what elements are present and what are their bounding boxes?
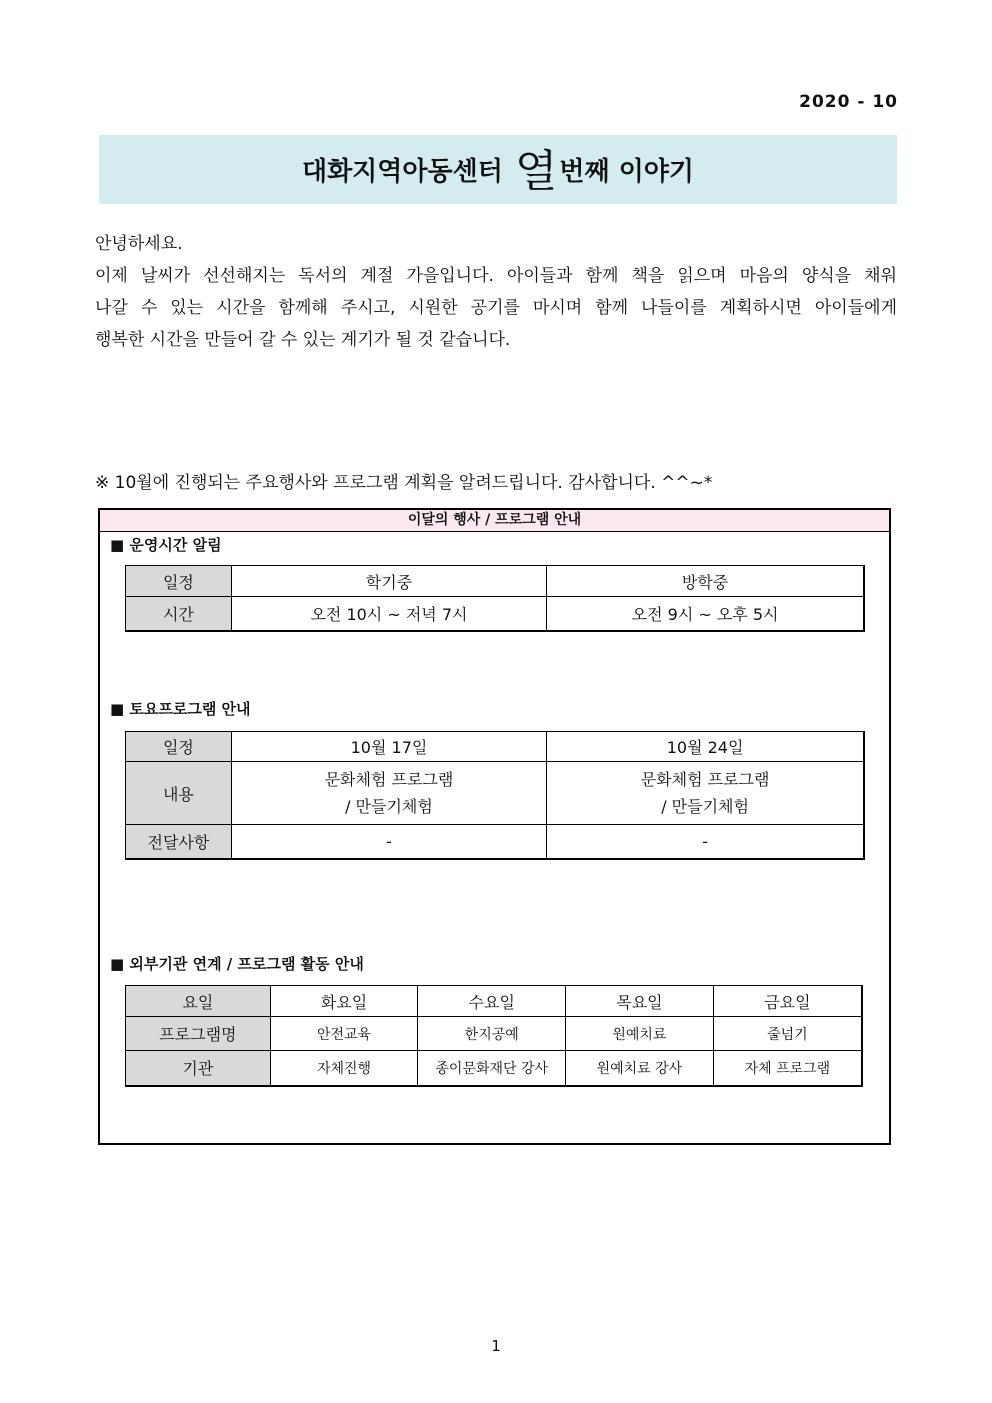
page-number: 1 [491, 1337, 501, 1355]
operating-hours-table [125, 565, 865, 632]
intro-line-2: 나갈 수 있는 시간을 함께해 주시고, 시원한 공기를 마시며 함께 나들이를 계획하시면 아이들에게 [95, 298, 897, 318]
table-row [126, 1051, 863, 1086]
table-row [126, 566, 865, 597]
table-cell: 프로그램명 [126, 1017, 271, 1051]
table-cell: 일정 [126, 566, 232, 597]
title-suffix: 번째 이야기 [559, 157, 695, 187]
table-cell: 수요일 [418, 986, 566, 1017]
table-cell: 10월 17일 [231, 732, 546, 762]
table-cell: 기관 [126, 1051, 271, 1086]
table-cell: 요일 [126, 986, 271, 1017]
table-cell: 자체 프로그램 [713, 1051, 862, 1086]
table-cell [547, 762, 864, 825]
title-prefix: 대화지역아동센터 [301, 157, 503, 187]
table-cell: 전달사항 [126, 825, 232, 859]
table-cell: 목요일 [566, 986, 714, 1017]
cell-line: 문화체험 프로그램 [640, 770, 770, 789]
table-cell: 오전 9시 ~ 오후 5시 [547, 597, 864, 631]
table-cell: 시간 [126, 597, 232, 631]
table-cell: 자체진행 [270, 1051, 418, 1086]
document-date: 2020 - 10 [799, 92, 898, 112]
table-cell: 10월 24일 [547, 732, 864, 762]
cell-line: / 만들기체험 [345, 797, 433, 816]
table-row [126, 732, 865, 762]
title-big-char: 열 [514, 145, 558, 197]
external-program-title: ■ 외부기관 연계 / 프로그램 활동 안내 [110, 955, 364, 973]
table-row [126, 986, 863, 1017]
operating-hours-title: ■ 운영시간 알림 [110, 536, 222, 554]
table-cell: 학기중 [231, 566, 546, 597]
intro-paragraph [95, 228, 897, 356]
table-cell: 방학중 [547, 566, 864, 597]
table-cell: 화요일 [270, 986, 418, 1017]
table-cell: 내용 [126, 762, 232, 825]
greeting: 안녕하세요. [95, 234, 183, 254]
table-cell [231, 762, 546, 825]
table-cell: - [547, 825, 864, 859]
table-cell: 일정 [126, 732, 232, 762]
table-cell: - [231, 825, 546, 859]
cell-line: 문화체험 프로그램 [324, 770, 454, 789]
notice-text: ※ 10월에 진행되는 주요행사와 프로그램 계획을 알려드립니다. 감사합니다. ^^~* [95, 473, 713, 493]
events-box [98, 508, 891, 1145]
table-cell: 금요일 [713, 986, 862, 1017]
table-row [126, 762, 865, 825]
table-row [126, 825, 865, 859]
title-banner [99, 135, 897, 204]
saturday-program-table [125, 731, 865, 860]
table-row [126, 1017, 863, 1051]
external-program-table [125, 985, 863, 1087]
table-cell: 원예치료 [566, 1017, 714, 1051]
table-cell: 원예치료 강사 [566, 1051, 714, 1086]
table-cell: 한지공예 [418, 1017, 566, 1051]
table-cell: 안전교육 [270, 1017, 418, 1051]
table-cell: 줄넘기 [713, 1017, 862, 1051]
cell-line: / 만들기체험 [661, 797, 749, 816]
table-row [126, 597, 865, 631]
events-box-header: 이달의 행사 / 프로그램 안내 [100, 510, 889, 532]
table-cell: 종이문화재단 강사 [418, 1051, 566, 1086]
intro-line-1: 이제 날씨가 선선해지는 독서의 계절 가을입니다. 아이들과 함께 책을 읽으며 마음의 양식을 채워 [95, 266, 897, 286]
saturday-program-title: ■ 토요프로그램 안내 [110, 700, 251, 718]
intro-line-3: 행복한 시간을 만들어 갈 수 있는 계기가 될 것 같습니다. [95, 330, 511, 350]
table-cell: 오전 10시 ~ 저녁 7시 [231, 597, 546, 631]
